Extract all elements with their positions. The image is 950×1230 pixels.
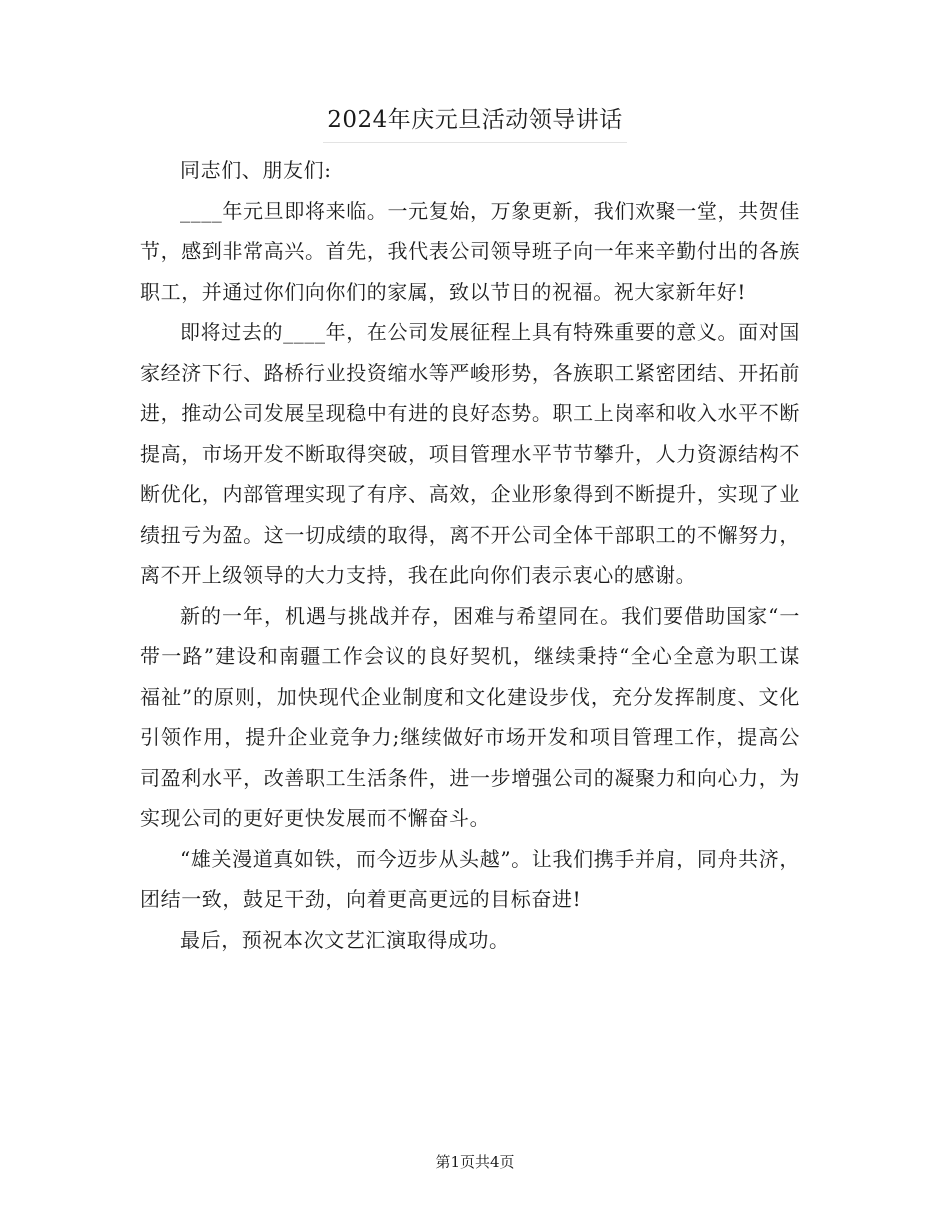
paragraph-5: 最后，预祝本次文艺汇演取得成功。 <box>180 927 510 952</box>
page-indicator: 第1页共4页 <box>435 1153 515 1171</box>
document-title: 2024年庆元旦活动领导讲话 <box>323 100 627 143</box>
paragraph-1: ____年元旦即将来临。一元复始，万象更新，我们欢聚一堂，共贺佳节，感到非常高兴。首先，我代表公司领导班子向一年来辛勤付出的各族职工，并通过你们向你们的家属，致以节日的祝福。祝大家新年好! <box>140 198 800 304</box>
paragraph-4: “雄关漫道真如铁，而今迈步从头越”。让我们携手并肩，同舟共济，团结一致，鼓足干劲，向着更高更远的目标奋进! <box>140 846 800 911</box>
document-body <box>140 150 800 960</box>
page-footer <box>0 1150 950 1174</box>
title-wrapper <box>0 100 950 143</box>
paragraph-3: 新的一年，机遇与挑战并存，困难与希望同在。我们要借助国家“一带一路”建设和南疆工作会议的良好契机，继续秉持“全心全意为职工谋福祉”的原则，加快现代企业制度和文化建设步伐，充分发挥制度、文化引领作用，提升企业竞争力;继续做好市场开发和项目管理工作，提高公司盈利水平，改善职工生活条件，进一步增强公司的凝聚力和向心力，为实现公司的更好更快发展而不懈奋斗。 <box>140 603 800 830</box>
salutation: 同志们、朋友们: <box>180 158 332 182</box>
paragraph-2: 即将过去的____年，在公司发展征程上具有特殊重要的意义。面对国家经济下行、路桥行业投资缩水等严峻形势，各族职工紧密团结、开拓前进，推动公司发展呈现稳中有进的良好态势。职工上岗率和收入水平不断提高，市场开发不断取得突破，项目管理水平节节攀升，人力资源结构不断优化，内部管理实现了有序、高效，企业形象得到不断提升，实现了业绩扭亏为盈。这一切成绩的取得，离不开公司全体干部职工的不懈努力，离不开上级领导的大力支持，我在此向你们表示衷心的感谢。 <box>140 320 800 587</box>
